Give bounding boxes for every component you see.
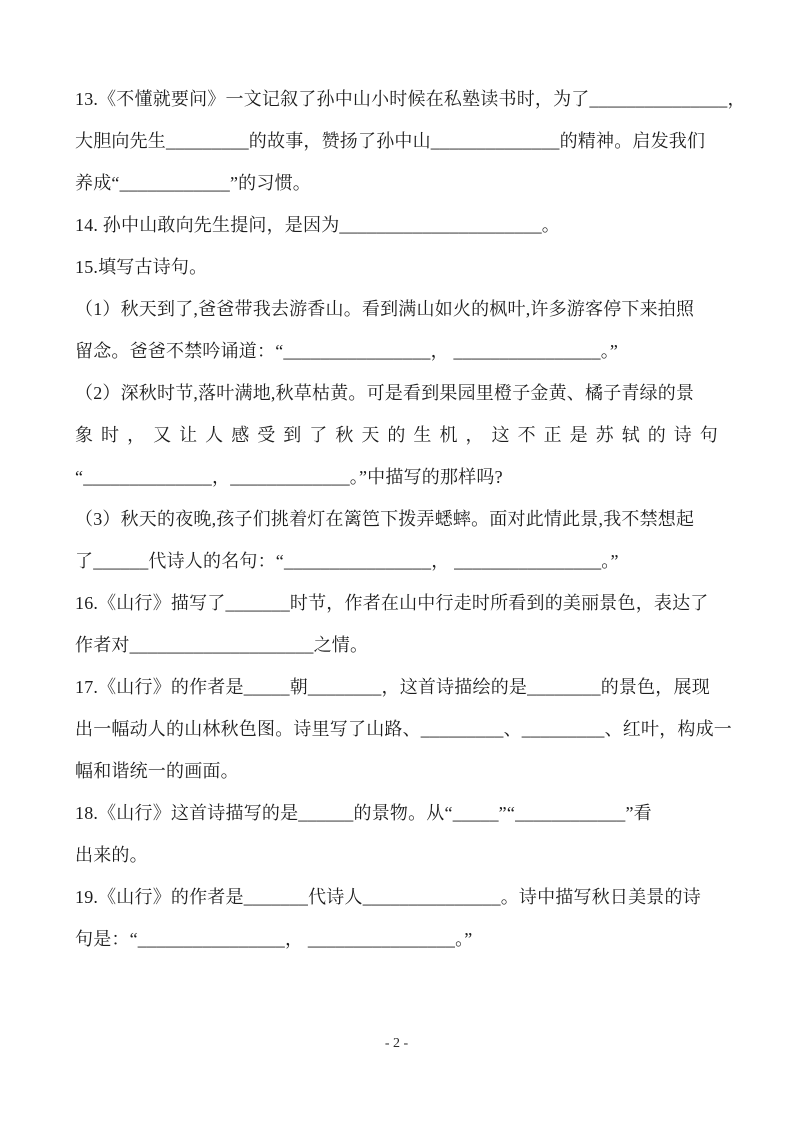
question-14-line-1: 14. 孙中山敢向先生提问，是因为______________________。: [75, 215, 560, 235]
question-18-line-1: 18.《山行》这首诗描写的是______的景物。从“_____”“____________”看: [75, 803, 652, 823]
question-17-line-2: 出一幅动人的山林秋色图。诗里写了山路、_________、_________、红叶，构成一: [75, 719, 732, 739]
question-15-sub-2-line-3: “______________，_____________。”中描写的那样吗?: [75, 467, 503, 487]
page-footer: [0, 1034, 793, 1054]
question-15-sub-2-line-2: 象时，又让人感受到了秋天的生机，这不正是苏轼的诗句: [75, 425, 718, 445]
question-13-line-1: 13.《不懂就要问》一文记叙了孙中山小时候在私塾读书时，为了_______________，: [75, 89, 746, 109]
question-13-line-2: 大胆向先生_________的故事，赞扬了孙中山______________的精神。启发我们: [75, 131, 706, 151]
page-number: - 2 -: [384, 1036, 409, 1051]
question-19-line-1: 19.《山行》的作者是_______代诗人_______________。诗中描写秋日美景的诗: [75, 887, 701, 907]
question-15-sub-3-line-2: 了______代诗人的名句：“________________， ________________。”: [75, 551, 619, 571]
question-15-sub-2-line-1: （2）深秋时节,落叶满地,秋草枯黄。可是看到果园里橙子金黄、橘子青绿的景: [75, 383, 695, 403]
question-16-line-1: 16.《山行》描写了_______时节，作者在山中行走时所看到的美丽景色，表达了: [75, 593, 709, 613]
question-17-line-3: 幅和谐统一的画面。: [75, 761, 239, 781]
question-15-line-1: 15.填写古诗句。: [75, 257, 208, 277]
question-15-sub-3-line-1: （3）秋天的夜晚,孩子们挑着灯在篱笆下拨弄蟋蟀。面对此情此景,我不禁想起: [75, 509, 695, 529]
worksheet-body: [75, 78, 746, 960]
question-17-line-1: 17.《山行》的作者是_____朝________，这首诗描绘的是________的景色，展现: [75, 677, 710, 697]
question-18-line-2: 出来的。: [75, 845, 148, 865]
question-19-line-2: 句是：“________________， ________________。”: [75, 929, 473, 949]
question-15-sub-1-line-1: （1）秋天到了,爸爸带我去游香山。看到满山如火的枫叶,许多游客停下来拍照: [75, 299, 695, 319]
question-15-sub-1-line-2: 留念。爸爸不禁吟诵道：“________________， ________________。”: [75, 341, 619, 361]
question-16-line-2: 作者对____________________之情。: [75, 635, 369, 655]
question-13-line-3: 养成“____________”的习惯。: [75, 173, 311, 193]
